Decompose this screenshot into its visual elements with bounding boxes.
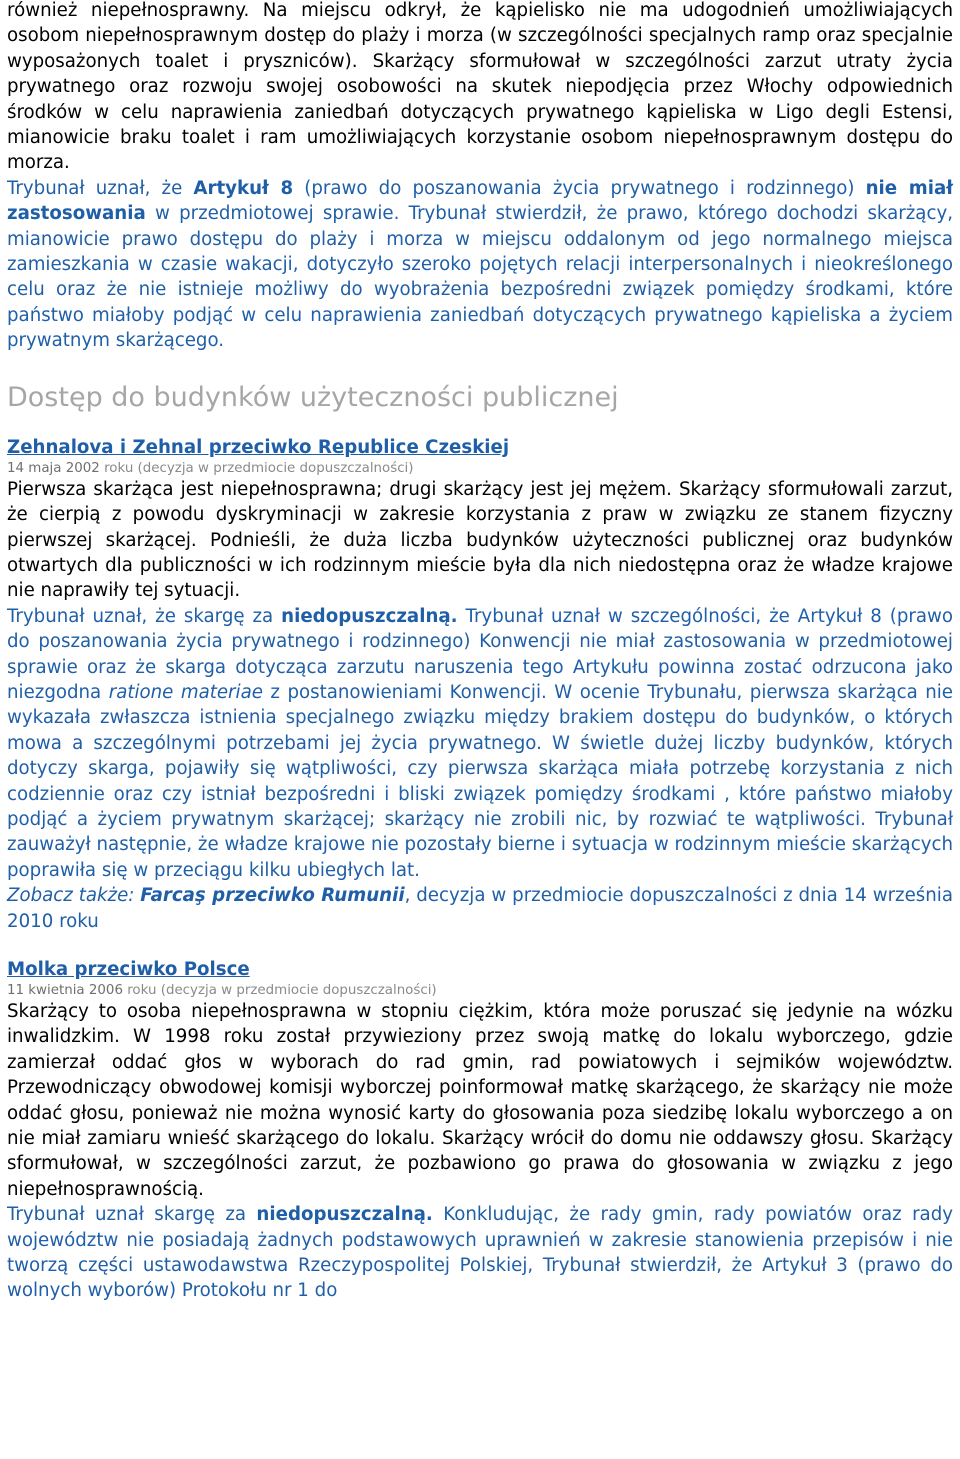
paragraph-see-also — [7, 883, 953, 934]
zehnalova-ruling-e: z postanowieniami Konwencji. W ocenie Trybunału, pierwsza skarżąca nie wykazała zwłaszcza istnienia specjalnego związku między brakiem dostępu do budynków, o których mowa a szczególnymi potrzebami jej życia prywatnego. W świetle dużej liczby budynków, których dotyczy skarga, pojawiły się wątpliwości, czy pierwsza skarżąca miała potrzebę korzystania z nich codziennie oraz czy istniał bezpośredni i bliski związek pomiędzy środkami , które państwo miałoby podjąć a życiem prywatnym skarżącej; skarżący nie zrobili nic, by rozwiać te wątpliwości. Trybunał zauważył następnie, że władze krajowe nie pozostały bierne i sytuacja w rodzinnym mieście skarżących poprawiła się w przeciągu kilku ubiegłych lat. — [7, 681, 953, 881]
section-heading: Dostęp do budynków użyteczności publicznej — [7, 381, 619, 413]
ruling-text-e: w przedmiotowej sprawie. Trybunał stwierdził, że prawo, którego dochodzi skarżący, mianowicie prawo dostępu do plaży i morza w miejscu oddalonym od jego normalnego miejsca zamieszkania w czasie wakacji, dotyczyło szeroko pojętych relacji interpersonalnych i nieokreślonego celu oraz że nie istnieje możliwy do wyobrażenia bezpośredni związek pomiędzy środkami, które państwo miałoby podjąć w celu naprawienia zaniedbań dotyczących prywatnego kąpieliska a życiem prywatnym skarżącego. — [7, 203, 953, 352]
see-also-rest: , decyzja w przedmiocie dopuszczalności z dnia 14 września 2010 roku — [7, 885, 953, 932]
paragraph-court-ruling-1 — [7, 176, 953, 354]
see-also-case-link[interactable]: Farcaş przeciwko Rumunii — [140, 885, 405, 907]
ruling-text-a: Trybunał uznał, że — [7, 177, 194, 199]
paragraph-intro — [7, 0, 953, 176]
case-date-value: 14 maja 2002 — [7, 460, 100, 476]
paragraph-intro-text: również niepełnosprawny. Na miejscu odkrył, że kąpielisko nie ma udogodnień umożliwiających osobom niepełnosprawnym dostęp do plaży i morza (w szczególności specjalnych ramp oraz specjalnie wyposażonych toalet i pryszniców). Skarżący sformułował w szczególności zarzut utraty życia prywatnego oraz rozwoju swojej osobowości na skutek niepodjęcia przez Włochy odpowiednich środków w celu naprawienia zaniedbań dotyczących prywatnego kąpieliska w Ligo degli Estensi, mianowicie braku toalet i ram umożliwiających korzystanie osobom niepełnosprawnym dostępu do morza. — [7, 0, 953, 174]
zehnalova-ruling-c: Trybunał uznał w szczególności, że Artykuł 8 (prawo do poszanowania życia prywatnego i rodzinnego) Konwencji nie miał zastosowania w przedmiotowej sprawie oraz że skarga dotycząca zarzutu naruszenia tego Artykułu powinna zostać odrzucona jako niezgodna — [7, 605, 953, 703]
molka-verdict: niedopuszczalną. — [256, 1204, 433, 1226]
case-date-value: 11 kwietnia 2006 — [7, 983, 123, 998]
case-date-zehnalova — [7, 460, 953, 477]
zehnalova-ruling-latin: ratione materiae — [108, 681, 263, 703]
zehnalova-facts-text: Pierwsza skarżąca jest niepełnosprawna; drugi skarżący jest jej mężem. Skarżący sformułowali zarzut, że cierpią z powodu dyskryminacji w zakresie korzystania z praw w związku ze stanem fizyczny pierwszej skarżącej. Podnieśli, że duża liczba budynków użyteczności publicznej oraz budynków otwartych dla publiczności w ich rodzinnym mieście była dla nich niedostępna oraz że władze krajowe nie naprawiły tej sytuacji. — [7, 478, 953, 602]
paragraph-molka-ruling — [7, 1202, 953, 1304]
ruling-verdict: nie miał zastosowania — [7, 177, 953, 225]
ruling-article-link[interactable]: Artykuł 8 — [193, 177, 294, 199]
paragraph-zehnalova-facts — [7, 477, 953, 604]
case-date-molka — [7, 982, 953, 999]
case-date-suffix: roku (decyzja w przedmiocie dopuszczalności) — [99, 460, 414, 476]
case-title-link-molka[interactable]: Molka przeciwko Polsce — [7, 959, 250, 980]
case-title-link-zehnalova[interactable]: Zehnalova i Zehnal przeciwko Republice Czeskiej — [7, 436, 510, 458]
zehnalova-ruling-a: Trybunał uznał, że skargę za — [7, 605, 282, 627]
molka-facts-text: Skarżący to osoba niepełnosprawna w stopniu ciężkim, która może poruszać się jedynie na wózku inwalidzkim. W 1998 roku został przywieziony przez swoją matkę do lokalu wyborczego, gdzie zamierzał oddać głos w wyborach do rad gmin, rad powiatowych i sejmików województw. Przewodniczący obwodowej komisji wyborczej poinformował matkę skarżącego, że skarżący nie może oddać głosu, ponieważ nie można wynosić karty do głosowania poza siedzibę lokalu wyborczego a on nie miał zamiaru wnieść skarżącego do lokalu. Skarżący wrócił do domu nie oddawszy głosu. Skarżący sformułował, w szczególności zarzut, że pozbawiono go prawa do głosowania w związku z jego niepełnosprawnością. — [7, 1001, 953, 1200]
case-date-suffix: roku (decyzja w przedmiocie dopuszczalności) — [122, 983, 437, 998]
zehnalova-verdict: niedopuszczalną. — [281, 605, 458, 627]
molka-ruling-a: Trybunał uznał skargę za — [7, 1204, 257, 1226]
paragraph-molka-facts — [7, 999, 953, 1202]
paragraph-zehnalova-ruling — [7, 604, 953, 883]
see-also-label: Zobacz także: — [7, 885, 141, 907]
ruling-text-c: (prawo do poszanowania życia prywatnego i rodzinnego) — [293, 177, 866, 199]
molka-ruling-c: Konkludując, że rady gmin, rady powiatów oraz rady województw nie posiadają żadnych podstawowych uprawnień w zakresie stanowienia przepisów i nie tworzą części ustawodawstwa Rzeczypospolitej Polskiej, Trybunał stwierdził, że Artykuł 3 (prawo do wolnych wyborów) Protokołu nr 1 do — [7, 1204, 953, 1302]
